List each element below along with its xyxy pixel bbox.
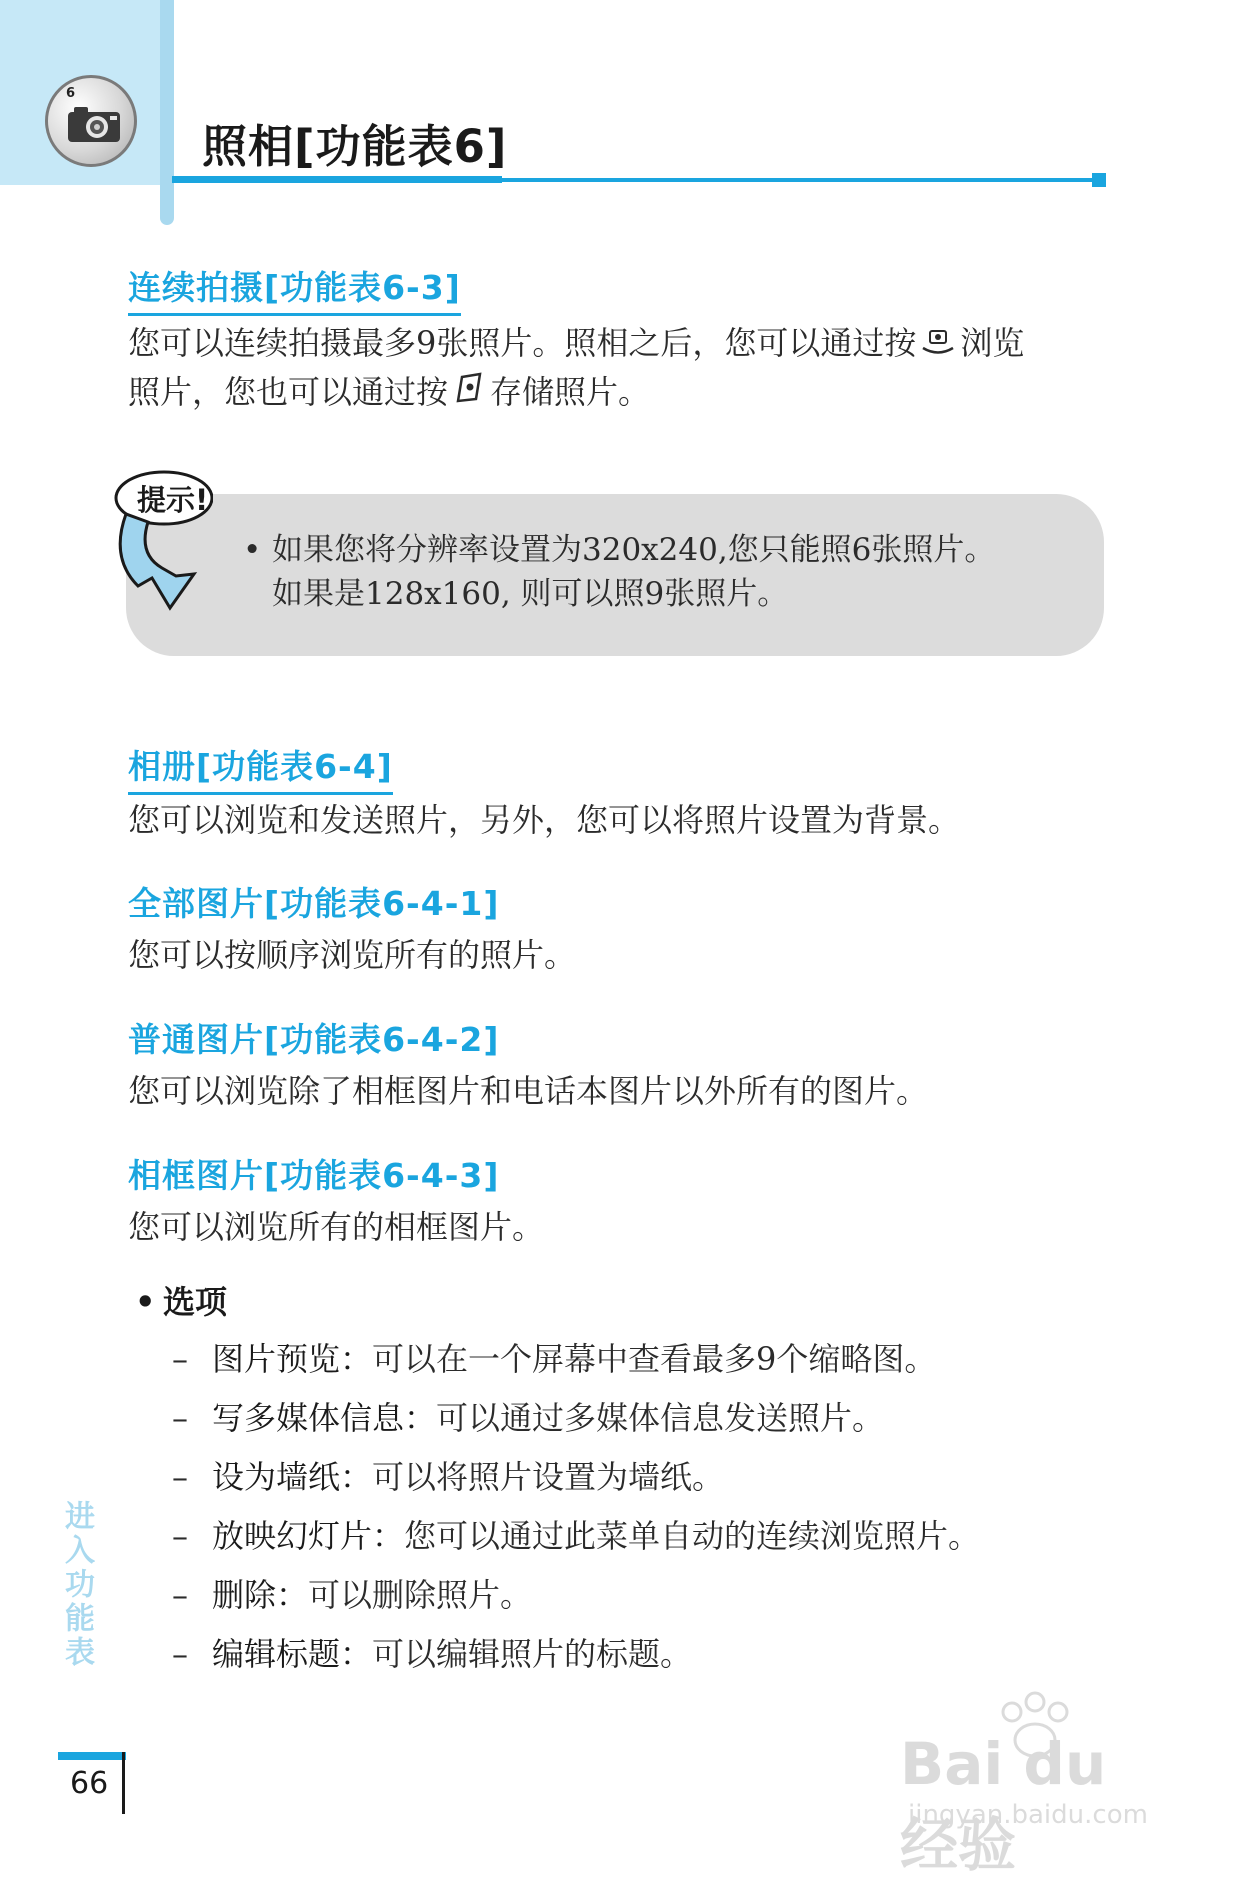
list-dash: – — [172, 1517, 188, 1555]
chapter-badge — [45, 75, 137, 167]
list-item — [172, 1625, 980, 1684]
title-rule-accent — [172, 176, 502, 183]
options-list — [172, 1330, 980, 1684]
tip-label: 提示! — [137, 483, 209, 517]
text-segment: 浏览 — [960, 324, 1025, 362]
option-desc: 可以将照片设置为墙纸。 — [372, 1458, 725, 1496]
page-number-bar — [58, 1752, 126, 1760]
option-term: 设为墙纸： — [212, 1458, 373, 1496]
option-term: 编辑标题： — [212, 1635, 373, 1673]
options-bullet: • — [135, 1283, 156, 1321]
page-number: 66 — [70, 1766, 109, 1801]
watermark-brand: Bai du 经验 — [900, 1730, 1107, 1879]
side-tab: 进入功能表 — [59, 1500, 94, 1670]
section-text-6-3 — [128, 320, 1108, 417]
watermark — [880, 1690, 1180, 1879]
page-title: 照相[功能表6] — [202, 120, 508, 173]
option-desc: 您可以通过此菜单自动的连续浏览照片。 — [404, 1517, 981, 1555]
watermark-url: jingyan.baidu.com — [908, 1800, 1148, 1830]
section-heading-6-3: 连续拍摄[功能表6-3] — [128, 262, 461, 316]
tip-line: 如果您将分辨率设置为320x240,您只能照6张照片。 — [272, 532, 996, 568]
text-segment: 您可以连续拍摄最多9张照片。照相之后，您可以通过按 — [128, 324, 917, 362]
chapter-number: 6 — [66, 86, 76, 101]
tip-line: 如果是128x160, 则可以照9张照片。 — [272, 576, 789, 612]
send-key-icon — [920, 323, 956, 369]
camera-icon — [66, 104, 122, 144]
section-text-6-4-1: 您可以按顺序浏览所有的照片。 — [128, 936, 577, 974]
list-item — [172, 1507, 980, 1566]
text-segment: 存储照片。 — [490, 372, 651, 411]
option-term: 放映幻灯片： — [212, 1517, 405, 1555]
list-dash: – — [172, 1635, 188, 1673]
options-label: 选项 — [163, 1283, 228, 1321]
option-desc: 可以删除照片。 — [308, 1576, 533, 1614]
section-text-6-4: 您可以浏览和发送照片，另外，您可以将照片设置为背景。 — [128, 801, 961, 839]
option-desc: 可以编辑照片的标题。 — [372, 1635, 693, 1673]
text-segment: 照片，您也可以通过按 — [128, 372, 449, 411]
option-term: 写多媒体信息： — [212, 1399, 437, 1437]
list-dash: – — [172, 1458, 188, 1496]
section-heading-6-4-2: 普通图片[功能表6-4-2] — [128, 1020, 500, 1059]
list-item — [172, 1330, 980, 1389]
list-dash: – — [172, 1576, 188, 1614]
title-rule-end-marker — [1092, 173, 1106, 187]
section-heading-6-4-3: 相框图片[功能表6-4-3] — [128, 1156, 500, 1195]
list-item — [172, 1389, 980, 1448]
section-text-6-4-3: 您可以浏览所有的相框图片。 — [128, 1208, 545, 1246]
option-term: 图片预览： — [212, 1340, 373, 1378]
list-item — [172, 1448, 980, 1507]
option-desc: 可以通过多媒体信息发送照片。 — [436, 1399, 885, 1437]
option-term: 删除： — [212, 1576, 309, 1614]
section-heading-6-4-1: 全部图片[功能表6-4-1] — [128, 884, 500, 923]
list-dash: – — [172, 1340, 188, 1378]
list-item — [172, 1566, 980, 1625]
list-dash: – — [172, 1399, 188, 1437]
options-title — [135, 1277, 227, 1323]
option-desc: 可以在一个屏幕中查看最多9个缩略图。 — [372, 1340, 937, 1378]
header-corner-rail — [160, 0, 174, 225]
ok-key-icon — [452, 371, 486, 417]
section-heading-6-4: 相册[功能表6-4] — [128, 741, 393, 795]
section-text-6-4-2: 您可以浏览除了相框图片和电话本图片以外所有的图片。 — [128, 1072, 929, 1110]
page-number-rule — [122, 1752, 125, 1814]
tip-bullet: • — [243, 532, 262, 568]
tip-text — [245, 528, 1075, 616]
